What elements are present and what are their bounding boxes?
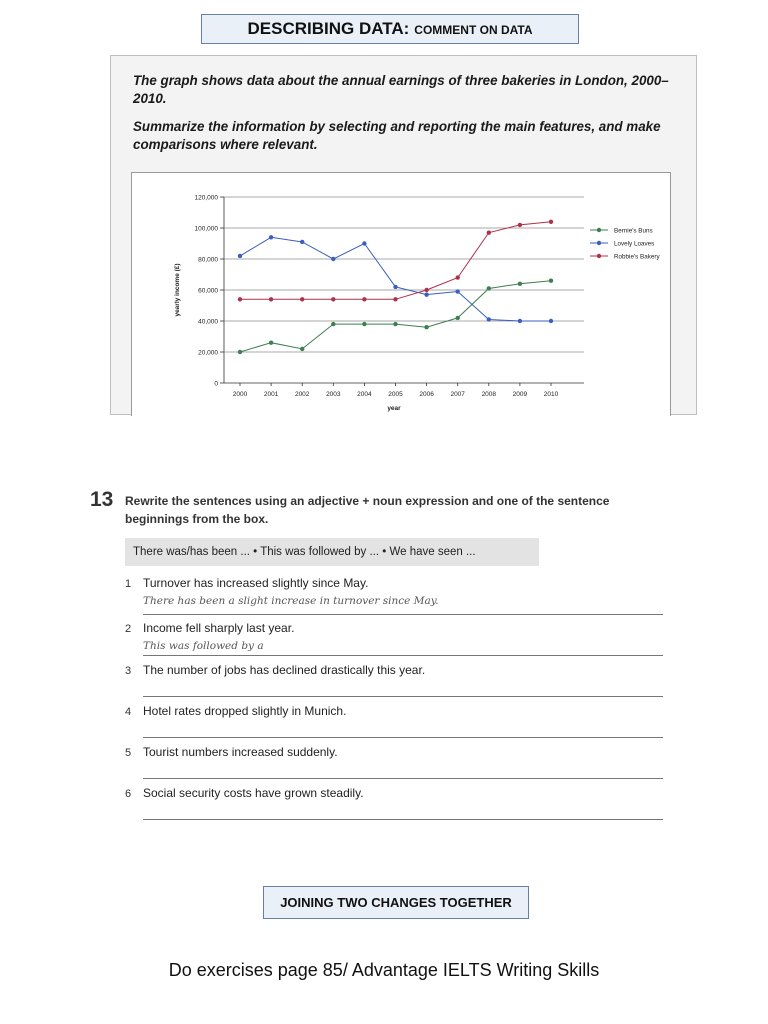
answer-line	[143, 655, 663, 656]
task-scan	[110, 55, 697, 415]
section-title: JOINING TWO CHANGES TOGETHER	[280, 895, 512, 910]
task-prompt-1: The graph shows data about the annual earnings of three bakeries in London, 2000–2010.	[133, 73, 669, 106]
data-point	[300, 297, 304, 301]
x-tick-label: 2003	[326, 391, 341, 398]
chart-panel	[131, 172, 671, 416]
data-point	[393, 285, 397, 289]
data-point	[362, 241, 366, 245]
exercise-item	[125, 623, 665, 653]
item-answer: There has been a slight increase in turnover since May.	[143, 595, 439, 607]
item-number: 2	[125, 623, 132, 635]
data-point	[456, 316, 460, 320]
footer-instruction: Do exercises page 85/ Advantage IELTS Writing Skills	[168, 960, 600, 980]
item-answer: This was followed by a	[143, 640, 264, 652]
data-point	[238, 254, 242, 258]
data-point	[238, 350, 242, 354]
data-point	[331, 297, 335, 301]
data-point	[549, 319, 553, 323]
data-point	[362, 322, 366, 326]
answer-line	[143, 614, 663, 615]
data-point	[518, 282, 522, 286]
x-tick-label: 2004	[357, 391, 372, 398]
y-tick-label: 100,000	[194, 225, 218, 233]
data-point	[362, 297, 366, 301]
x-tick-label: 2008	[481, 391, 497, 398]
x-tick-label: 2010	[543, 391, 559, 398]
exercise-number: 13	[90, 488, 114, 511]
x-tick-label: 2007	[450, 391, 465, 398]
item-sentence: Turnover has increased slightly since May.	[143, 576, 369, 590]
data-point	[487, 317, 491, 321]
exercise-item	[125, 706, 665, 736]
data-point	[393, 297, 397, 301]
exercise-item	[125, 747, 665, 777]
task-prompt-2: Summarize the information by selecting and reporting the main features, and make comparisons where relevant.	[133, 119, 661, 152]
exercise-item	[125, 578, 665, 608]
y-tick-label: 80,000	[198, 256, 218, 264]
data-point	[424, 292, 428, 296]
answer-line	[143, 819, 663, 820]
item-number: 5	[125, 747, 132, 759]
answer-line	[143, 778, 663, 779]
item-sentence: Hotel rates dropped slightly in Munich.	[143, 704, 347, 718]
x-tick-label: 2000	[232, 391, 248, 398]
item-number: 6	[125, 788, 132, 800]
data-point	[393, 322, 397, 326]
legend-label: Robbie's Bakery	[614, 253, 660, 261]
data-point	[300, 347, 304, 351]
answer-line	[143, 737, 663, 738]
line-chart	[132, 173, 672, 417]
data-point	[424, 288, 428, 292]
section-title-box	[263, 886, 529, 919]
legend-marker	[597, 254, 601, 258]
series-line	[240, 237, 551, 321]
page-title: DESCRIBING DATA:	[247, 19, 410, 38]
data-point	[549, 220, 553, 224]
y-tick-label: 40,000	[198, 318, 218, 326]
y-axis-label: yearly income (£)	[174, 263, 181, 317]
y-tick-label: 60,000	[198, 287, 218, 295]
x-tick-label: 2002	[294, 391, 310, 398]
sentence-beginnings-box: There was/has been ... • This was followed by ... • We have seen ...	[125, 538, 539, 566]
legend-label: Lovely Loaves	[614, 240, 655, 248]
data-point	[269, 341, 273, 345]
data-point	[549, 279, 553, 283]
series-line	[240, 281, 551, 352]
data-point	[456, 275, 460, 279]
data-point	[300, 240, 304, 244]
item-number: 4	[125, 706, 132, 718]
x-tick-label: 2009	[512, 391, 528, 398]
y-tick-label: 20,000	[198, 349, 218, 357]
legend-marker	[597, 228, 601, 232]
data-point	[269, 235, 273, 239]
answer-line	[143, 696, 663, 697]
item-number: 3	[125, 665, 132, 677]
data-point	[331, 257, 335, 261]
item-sentence: Social security costs have grown steadily.	[143, 786, 364, 800]
item-sentence: Income fell sharply last year.	[143, 621, 295, 635]
data-point	[518, 223, 522, 227]
exercise-instruction: Rewrite the sentences using an adjective + noun expression and one of the sentence beginnings from the box.	[125, 494, 610, 526]
page-title-box	[201, 14, 579, 44]
data-point	[424, 325, 428, 329]
page-subtitle: COMMENT ON DATA	[414, 23, 533, 37]
data-point	[456, 289, 460, 293]
exercise-item	[125, 665, 665, 695]
x-tick-label: 2001	[263, 391, 279, 398]
data-point	[487, 230, 491, 234]
y-tick-label: 0	[214, 380, 218, 388]
legend-label: Bernie's Buns	[614, 227, 653, 235]
exercise-item	[125, 788, 665, 818]
data-point	[269, 297, 273, 301]
data-point	[331, 322, 335, 326]
x-axis-label: year	[387, 405, 401, 412]
x-tick-label: 2006	[419, 391, 434, 398]
x-tick-label: 2005	[388, 391, 403, 398]
legend-marker	[597, 241, 601, 245]
y-tick-label: 120,000	[194, 194, 218, 202]
item-sentence: The number of jobs has declined drastically this year.	[143, 663, 426, 677]
data-point	[518, 319, 522, 323]
item-sentence: Tourist numbers increased suddenly.	[143, 745, 338, 759]
data-point	[487, 286, 491, 290]
item-number: 1	[125, 578, 132, 590]
data-point	[238, 297, 242, 301]
